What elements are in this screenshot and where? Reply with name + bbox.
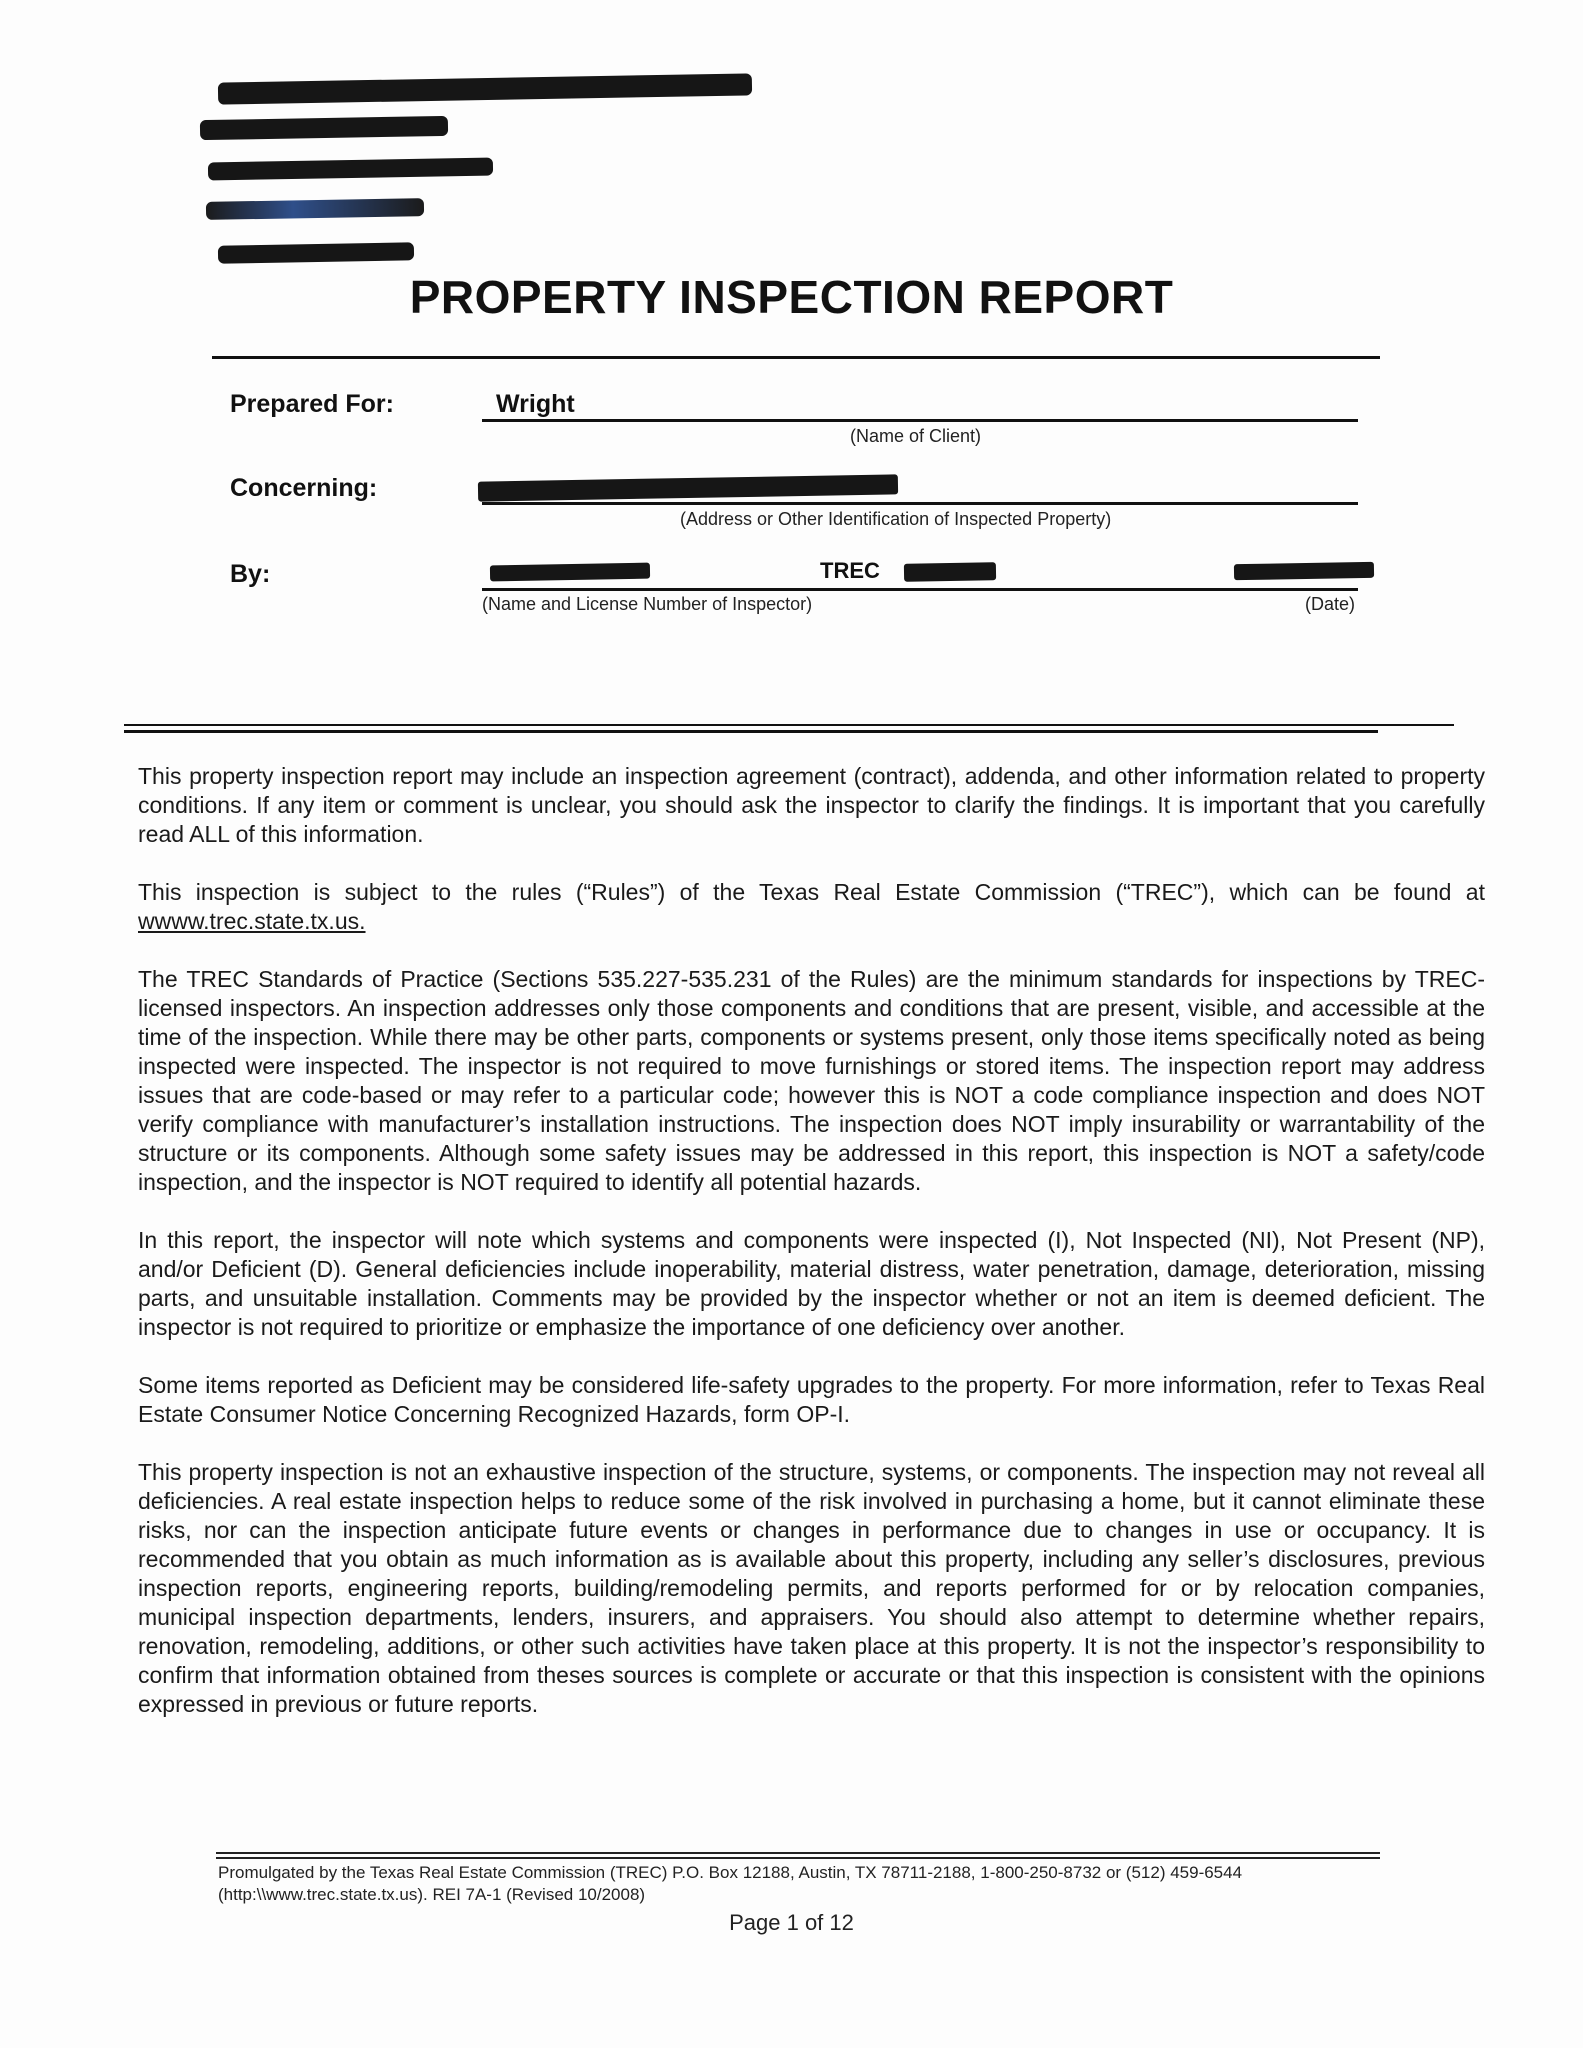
rules-text: This inspection is subject to the rules (“Rules”) of the Texas Real Estate Commission (“TREC”), which can be found at <box>138 879 1485 905</box>
redacted-date <box>1234 562 1374 580</box>
date-caption: (Date) <box>1305 594 1356 614</box>
paragraph-rules <box>138 878 1485 936</box>
redacted-address <box>478 474 898 501</box>
paragraph-intro: This property inspection report may include an inspection agreement (contract), addenda, and other information related to property conditions. If any item or comment is unclear, you should ask the inspector to clarify the findings. It is important that you carefully read ALL of this information. <box>138 763 1485 847</box>
redacted-header-line-3 <box>208 158 493 181</box>
redacted-trec-number <box>904 562 996 582</box>
redacted-header-line-4 <box>206 198 424 220</box>
inspector-line <box>482 588 1358 591</box>
inspector-caption: (Name and License Number of Inspector) <box>482 594 813 614</box>
paragraph-report-codes: In this report, the inspector will note which systems and components were inspected (I), Not Inspected (NI), Not Present (NP), and/or Deficient (D). General deficiencies include inoperability, material distress, water penetration, damage, deterioration, missing parts, and unsuitable installation. Comments may be provided by the inspector whether or not an item is deemed deficient. The inspector is not required to prioritize or emphasize the importance of one deficiency over another. <box>138 1227 1485 1340</box>
footer-rule-top <box>216 1852 1380 1854</box>
section-divider-top <box>124 724 1454 726</box>
paragraph-limitations: This property inspection is not an exhaustive inspection of the structure, systems, or components. The inspection may not reveal all deficiencies. A real estate inspection helps to reduce some of the risk involved in purchasing a home, but it cannot eliminate these risks, nor can the inspection anticipate future events or changes in performance due to changes in use or occupancy. It is recommended that you obtain as much information as is available about this property, including any seller’s disclosures, previous inspection reports, engineering reports, building/remodeling permits, and reports performed for or by relocation companies, municipal inspection departments, lenders, insurers, and appraisers. You should also attempt to determine whether repairs, renovation, remodeling, additions, or other such activities have taken place at this property. It is not the inspector’s responsibility to confirm that information obtained from theses sources is complete or accurate or that this inspection is consistent with the opinions expressed in previous or future reports. <box>138 1459 1485 1717</box>
redacted-inspector-name <box>490 563 650 582</box>
redacted-header-line-5 <box>218 242 414 263</box>
paragraph-life-safety: Some items reported as Deficient may be considered life-safety upgrades to the property. For more information, refer to Texas Real Estate Consumer Notice Concerning Recognized Hazards, form OP-I. <box>138 1372 1485 1427</box>
redacted-header-line-1 <box>218 73 752 104</box>
page-number: Page 1 of 12 <box>729 1910 854 1935</box>
concerning-label: Concerning: <box>230 474 378 502</box>
promulgated-notice: Promulgated by the Texas Real Estate Commission (TREC) P.O. Box 12188, Austin, TX 78711-2188, 1-800-250-8732 or (512) 459-6544 (http:\\www.trec.state.tx.us). REI 7A-1 (Revised 10/2008) <box>218 1863 1243 1904</box>
section-divider-bottom <box>124 730 1378 733</box>
prepared-for-label: Prepared For: <box>230 390 394 418</box>
redacted-header-line-2 <box>200 116 448 140</box>
report-body <box>138 762 1485 1748</box>
client-name: Wright <box>496 390 575 418</box>
footer-rule-bottom <box>216 1857 1380 1859</box>
client-name-line <box>482 419 1358 422</box>
page-title: PROPERTY INSPECTION REPORT <box>409 271 1174 323</box>
client-caption: (Name of Client) <box>850 426 982 446</box>
address-caption: (Address or Other Identification of Inspected Property) <box>680 509 1112 529</box>
address-line <box>482 502 1358 505</box>
trec-website-link[interactable]: wwww.trec.state.tx.us. <box>138 908 366 934</box>
by-label: By: <box>230 560 271 588</box>
trec-label: TREC <box>820 558 880 583</box>
title-divider <box>212 356 1380 359</box>
paragraph-standards: The TREC Standards of Practice (Sections 535.227-535.231 of the Rules) are the minimum standards for inspections by TREC-licensed inspectors. An inspection addresses only those components and conditions that are present, visible, and accessible at the time of the inspection. While there may be other parts, components or systems present, only those items specifically noted as being inspected were inspected. The inspector is not required to move furnishings or stored items. The inspection report may address issues that are code-based or may refer to a particular code; however this is NOT a code compliance inspection and does NOT verify compliance with manufacturer’s installation instructions. The inspection does NOT imply insurability or warrantability of the structure or its components. Although some safety issues may be addressed in this report, this inspection is NOT a safety/code inspection, and the inspector is NOT required to identify all potential hazards. <box>138 966 1485 1195</box>
